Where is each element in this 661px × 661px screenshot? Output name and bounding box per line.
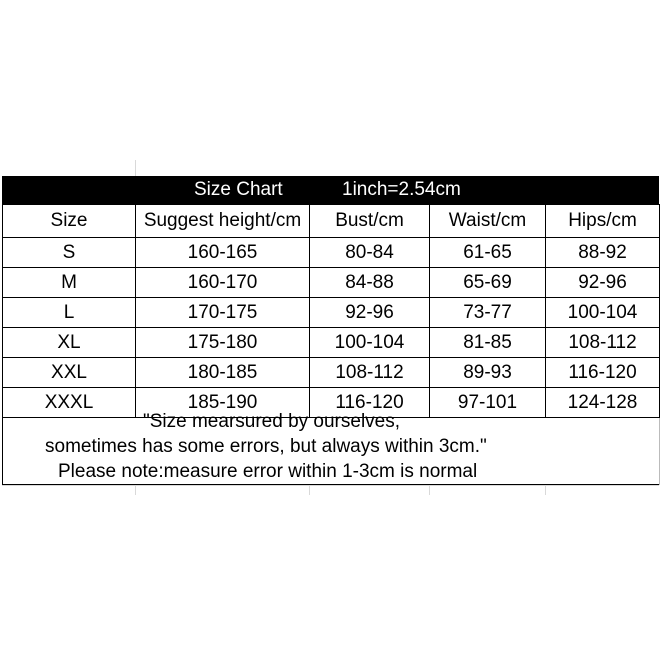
column-header-bust: Bust/cm [310,205,430,238]
column-header-waist: Waist/cm [430,205,546,238]
hips-cell: 124-128 [546,388,660,418]
size-cell: XL [3,328,136,358]
height-cell: 185-190 [136,388,310,418]
hips-cell: 92-96 [546,268,660,298]
size-cell: XXXL [3,388,136,418]
height-cell: 175-180 [136,328,310,358]
height-cell: 170-175 [136,298,310,328]
gridline [135,485,136,495]
gridline [2,485,659,486]
table-row [3,298,660,328]
hips-cell: 116-120 [546,358,660,388]
waist-cell: 97-101 [430,388,546,418]
gridline [135,160,136,176]
waist-cell: 89-93 [430,358,546,388]
hips-cell: 108-112 [546,328,660,358]
gridline [545,485,546,495]
waist-cell: 65-69 [430,268,546,298]
size-table [2,204,660,418]
unit-conversion: 1inch=2.54cm [342,179,461,200]
column-header-size: Size [3,205,136,238]
gridline [659,407,660,485]
waist-cell: 81-85 [430,328,546,358]
note-line-2: sometimes has some errors, but always within 3cm." [45,436,487,457]
table-row [3,268,660,298]
waist-cell: 73-77 [430,298,546,328]
bust-cell: 108-112 [310,358,430,388]
height-cell: 160-170 [136,268,310,298]
hips-cell: 88-92 [546,238,660,268]
note-line-3: Please note:measure error within 1-3cm is normal [58,461,478,482]
waist-cell: 61-65 [430,238,546,268]
table-row [3,238,660,268]
size-cell: S [3,238,136,268]
table-row [3,358,660,388]
gridline [309,485,310,495]
size-chart-header [2,176,659,204]
measurement-note [2,407,659,485]
height-cell: 160-165 [136,238,310,268]
height-cell: 180-185 [136,358,310,388]
table-row [3,328,660,358]
gridline [429,485,430,495]
bust-cell: 80-84 [310,238,430,268]
chart-title: Size Chart [194,179,283,200]
column-header-height: Suggest height/cm [136,205,310,238]
bust-cell: 84-88 [310,268,430,298]
note-line-1: "Size mearsured by ourselves, [143,411,401,432]
size-cell: L [3,298,136,328]
bust-cell: 92-96 [310,298,430,328]
size-cell: XXL [3,358,136,388]
bust-cell: 100-104 [310,328,430,358]
bust-cell: 116-120 [310,388,430,418]
column-header-hips: Hips/cm [546,205,660,238]
table-header-row [3,205,660,238]
hips-cell: 100-104 [546,298,660,328]
size-cell: M [3,268,136,298]
